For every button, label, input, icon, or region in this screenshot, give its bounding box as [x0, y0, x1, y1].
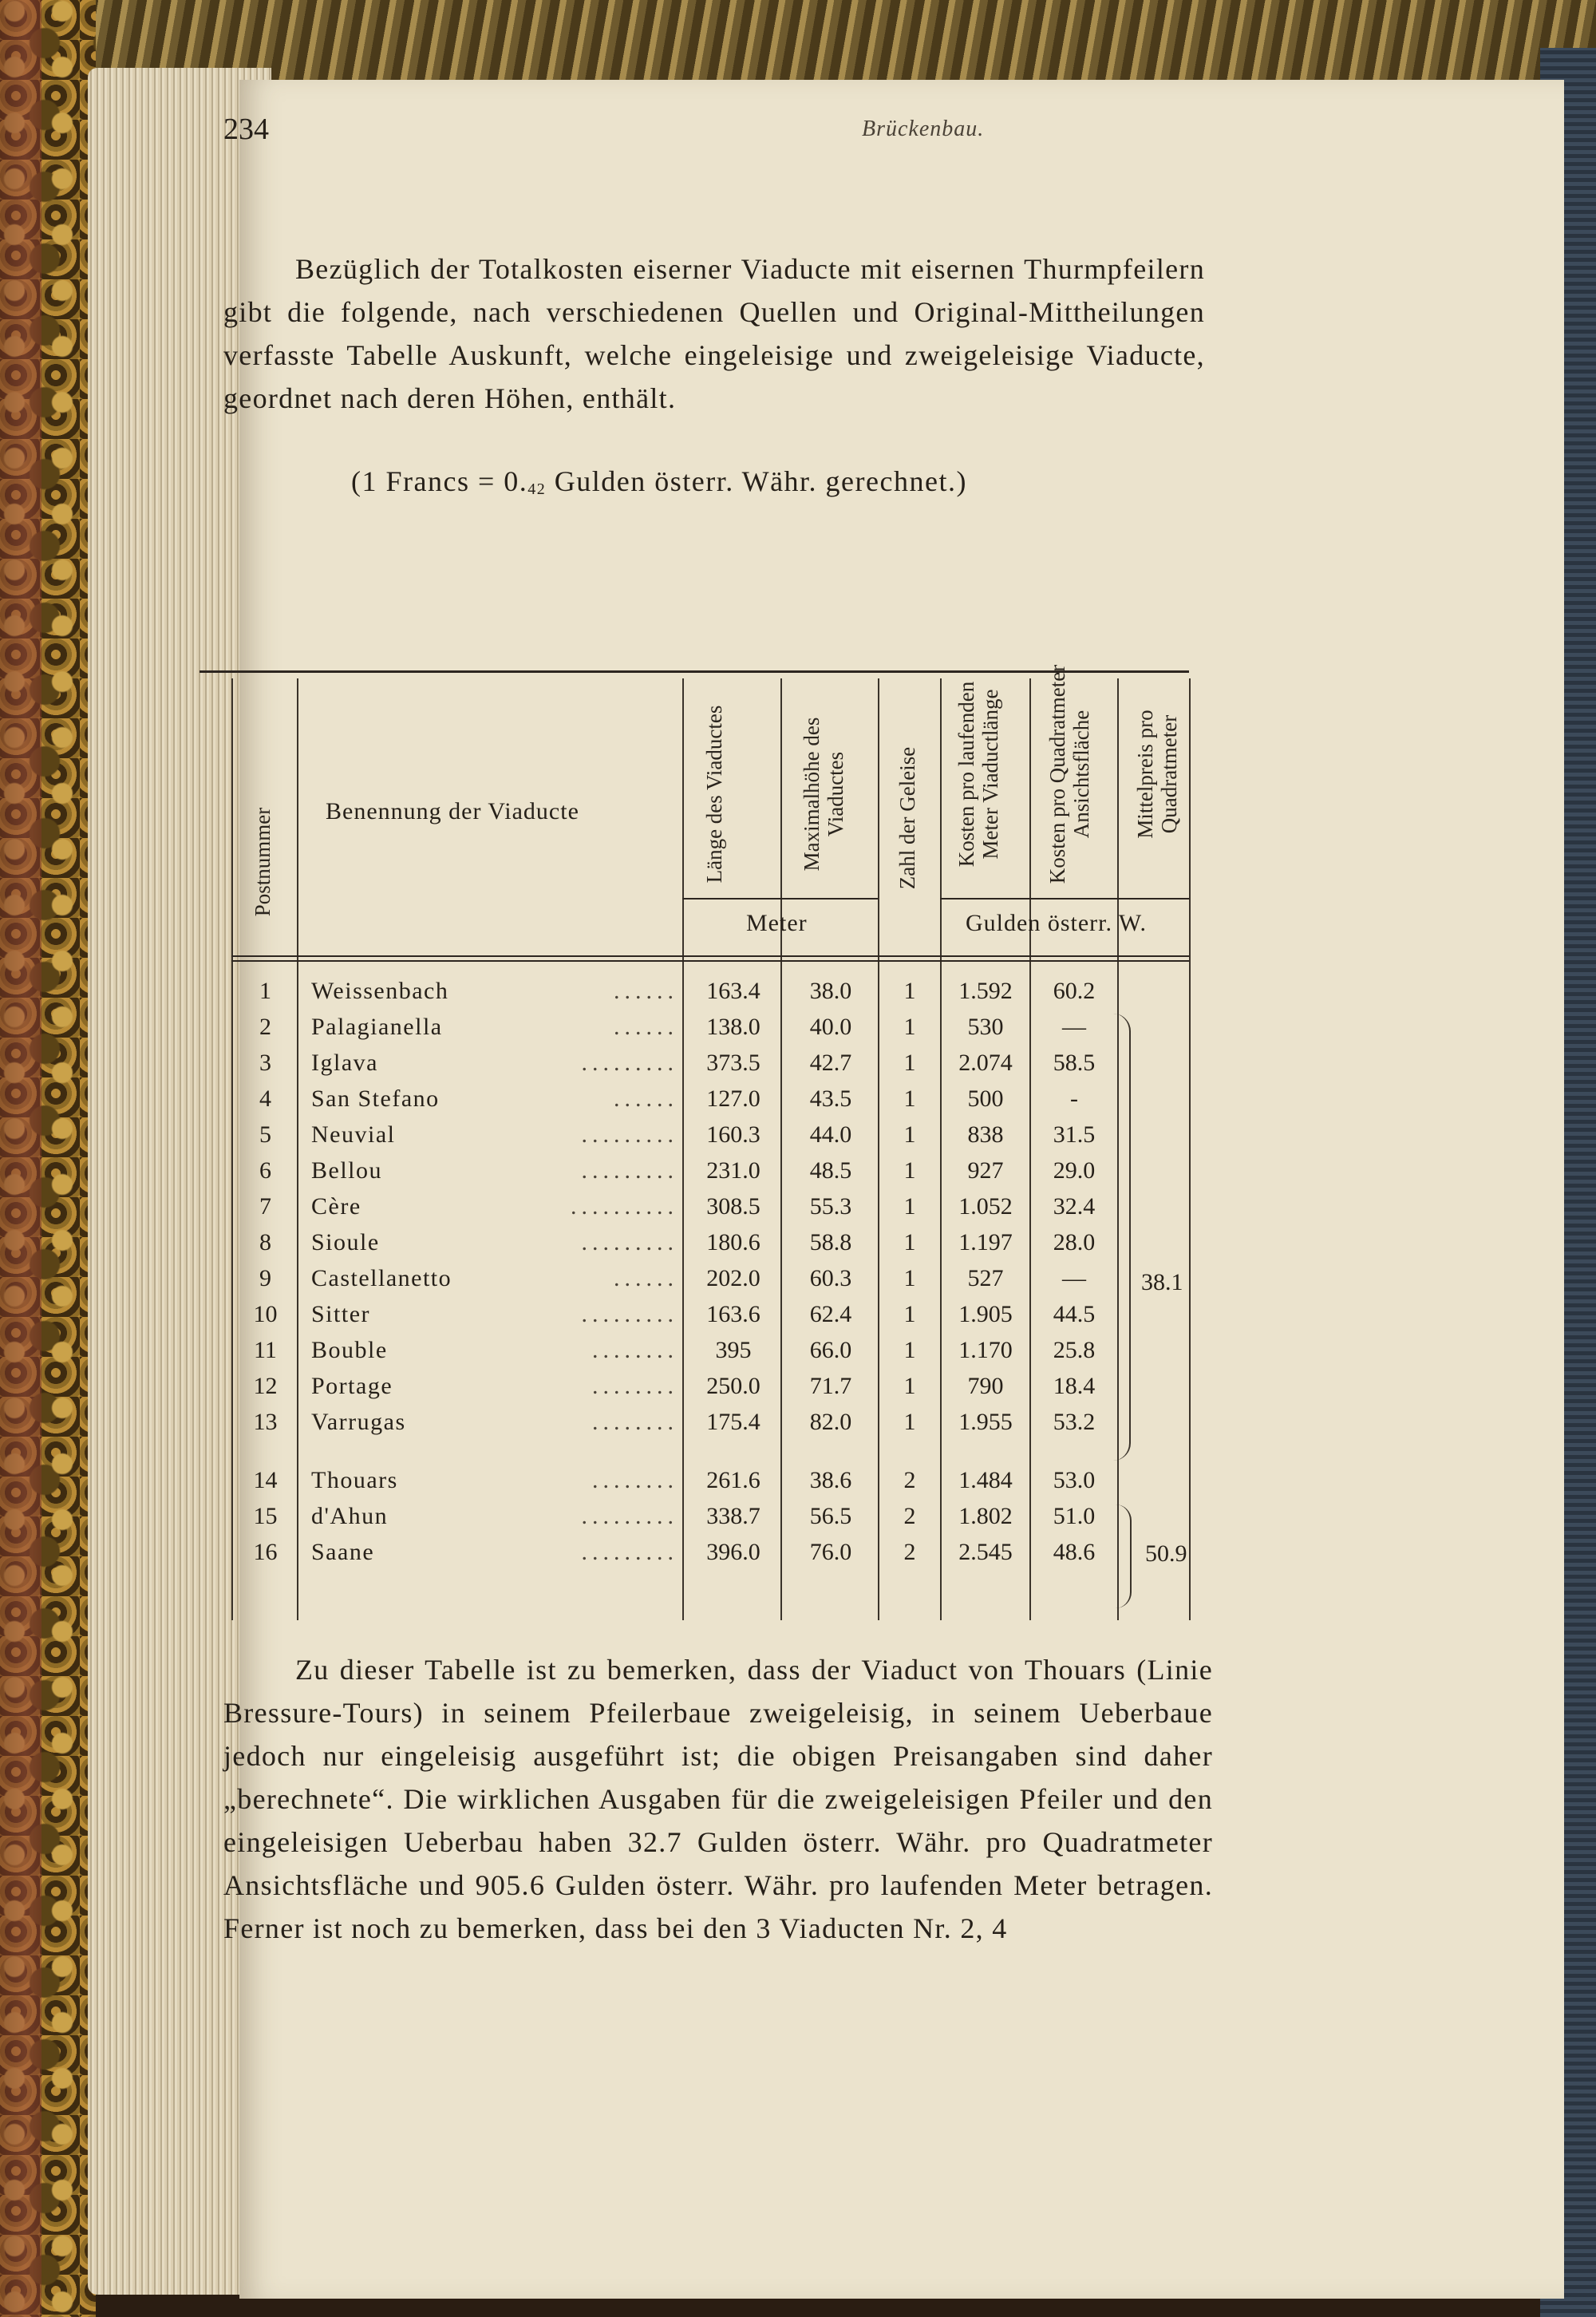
leader-dots: ..........: [571, 1193, 678, 1220]
cell-benennung: [311, 1261, 678, 1296]
currency-note-post: Gulden österr. Währ. gerechnet.): [546, 465, 967, 497]
viaduct-name: Bellou: [311, 1157, 382, 1184]
cell-kosten-qm: 53.0: [1053, 1467, 1096, 1493]
cell-kosten-qm: 18.4: [1053, 1373, 1096, 1399]
header-laenge-text: Länge des Viaductes: [702, 705, 726, 884]
cell-postnummer: 9: [259, 1265, 271, 1291]
intro-paragraph: [223, 247, 1205, 420]
cell-benennung: [311, 1153, 678, 1188]
viaduct-name: Sioule: [311, 1229, 380, 1255]
cell-laenge: 308.5: [706, 1193, 760, 1220]
cell-hoehe: 38.6: [809, 1467, 852, 1493]
cell-hoehe: 44.0: [809, 1121, 852, 1148]
cell-kosten-qm: 60.2: [1053, 978, 1096, 1004]
cell-kosten-meter: 1.484: [958, 1467, 1013, 1493]
cell-kosten-qm: 48.6: [1053, 1539, 1096, 1565]
leader-dots: .........: [581, 1539, 678, 1565]
currency-note-sub: 42: [527, 480, 547, 498]
cell-hoehe: 58.8: [809, 1229, 852, 1255]
cell-postnummer: 3: [259, 1050, 271, 1076]
leader-dots: ........: [592, 1409, 678, 1435]
unit-rule-gulden: [940, 898, 1189, 900]
leader-dots: ......: [614, 978, 678, 1004]
table-top-rule: [200, 670, 1189, 673]
cell-kosten-meter: 1.955: [958, 1409, 1013, 1435]
cell-kosten-qm: 29.0: [1053, 1157, 1096, 1184]
cell-geleise: 2: [903, 1467, 916, 1493]
leader-dots: ........: [592, 1373, 678, 1399]
cell-geleise: 1: [903, 1014, 916, 1040]
viaduct-name: d'Ahun: [311, 1503, 389, 1529]
cell-postnummer: 7: [259, 1193, 271, 1220]
cell-kosten-meter: 1.052: [958, 1193, 1013, 1220]
after-table-paragraph: [223, 1648, 1213, 1950]
cell-kosten-meter: 927: [967, 1157, 1004, 1184]
mittelpreis-zweigleisig: 50.9: [1145, 1540, 1187, 1567]
cell-laenge: 163.4: [706, 978, 760, 1004]
cell-laenge: 180.6: [706, 1229, 760, 1255]
cell-kosten-qm: —: [1062, 1265, 1086, 1291]
cell-kosten-qm: 51.0: [1053, 1503, 1096, 1529]
cell-geleise: 1: [903, 1121, 916, 1148]
leader-dots: .........: [581, 1157, 678, 1184]
cell-hoehe: 38.0: [809, 978, 852, 1004]
cell-kosten-meter: 1.170: [958, 1337, 1013, 1363]
header-hoehe: [800, 698, 847, 890]
cell-kosten-qm: 32.4: [1053, 1193, 1096, 1220]
mittelpreis-eingleisig: 38.1: [1141, 1269, 1183, 1295]
header-kosten-meter-text: Kosten pro laufenden Meter Viaductlänge: [954, 681, 1002, 868]
cell-kosten-meter: 1.592: [958, 978, 1013, 1004]
leader-dots: ........: [592, 1467, 678, 1493]
cell-hoehe: 60.3: [809, 1265, 852, 1291]
leader-dots: .........: [581, 1229, 678, 1255]
cell-laenge: 127.0: [706, 1085, 760, 1112]
cell-postnummer: 2: [259, 1014, 271, 1040]
viaduct-name: Bouble: [311, 1337, 388, 1363]
running-head: [223, 112, 1452, 160]
brace-zweigleisig: [1116, 1504, 1132, 1608]
leader-dots: ........: [592, 1337, 678, 1363]
cell-benennung: [311, 974, 678, 1009]
col-divider: [1189, 678, 1191, 1620]
cell-benennung: [311, 1225, 678, 1260]
cell-postnummer: 1: [259, 978, 271, 1004]
cell-kosten-meter: 2.545: [958, 1539, 1013, 1565]
cell-benennung: [311, 1535, 678, 1570]
cell-hoehe: 55.3: [809, 1193, 852, 1220]
cell-kosten-qm: 28.0: [1053, 1229, 1096, 1255]
cell-geleise: 1: [903, 1193, 916, 1220]
cell-kosten-meter: 1.905: [958, 1301, 1013, 1327]
header-laenge: [702, 698, 726, 890]
cell-geleise: 2: [903, 1503, 916, 1529]
viaduct-name: Palagianella: [311, 1014, 443, 1040]
cell-laenge: 261.6: [706, 1467, 760, 1493]
cell-postnummer: 13: [253, 1409, 278, 1435]
cell-geleise: 1: [903, 1409, 916, 1435]
cell-hoehe: 42.7: [809, 1050, 852, 1076]
cell-postnummer: 14: [253, 1467, 278, 1493]
intro-text: Bezüglich der Totalkosten eiserner Viaducte mit eisernen Thurmpfeilern gibt die folgende, nach verschiedenen Quellen und Original-Mittheilungen verfasste Tabelle Auskunft, welche eingeleisige und zweigeleisige Viaducte, geordnet nach deren Höhen, enthält.: [223, 253, 1205, 414]
viaduct-name: Saane: [311, 1539, 375, 1565]
cell-hoehe: 66.0: [809, 1337, 852, 1363]
cell-postnummer: 12: [253, 1373, 278, 1399]
header-kosten-qm-text: Kosten pro Quadratmeter Ansichtsfläche: [1045, 664, 1093, 884]
viaduct-name: Neuvial: [311, 1121, 396, 1148]
cell-postnummer: 11: [254, 1337, 277, 1363]
cell-kosten-qm: 58.5: [1053, 1050, 1096, 1076]
cell-postnummer: 5: [259, 1121, 271, 1148]
cell-kosten-meter: 838: [967, 1121, 1004, 1148]
cell-kosten-meter: 2.074: [958, 1050, 1013, 1076]
header-benennung: Benennung der Viaducte: [326, 798, 579, 824]
header-mittelpreis: [1133, 658, 1181, 890]
cell-laenge: 231.0: [706, 1157, 760, 1184]
col-divider: [231, 678, 233, 1620]
viaduct-name: Weissenbach: [311, 978, 449, 1004]
cell-hoehe: 48.5: [809, 1157, 852, 1184]
cell-hoehe: 40.0: [809, 1014, 852, 1040]
leader-dots: .........: [581, 1050, 678, 1076]
cell-benennung: [311, 1297, 678, 1332]
cell-benennung: [311, 1369, 678, 1404]
running-title: Brückenbau.: [862, 117, 985, 141]
cell-kosten-qm: —: [1062, 1014, 1086, 1040]
cell-geleise: 1: [903, 1229, 916, 1255]
leader-dots: ......: [614, 1014, 678, 1040]
cell-kosten-qm: 44.5: [1053, 1301, 1096, 1327]
cell-benennung: [311, 1333, 678, 1368]
cell-laenge: 395: [715, 1337, 752, 1363]
cell-geleise: 2: [903, 1539, 916, 1565]
col-divider: [682, 678, 684, 1620]
cell-geleise: 1: [903, 978, 916, 1004]
cell-kosten-meter: 1.197: [958, 1229, 1013, 1255]
cell-postnummer: 4: [259, 1085, 271, 1112]
cell-laenge: 202.0: [706, 1265, 760, 1291]
leader-dots: ......: [614, 1085, 678, 1112]
cell-laenge: 373.5: [706, 1050, 760, 1076]
currency-note: [351, 465, 967, 499]
col-divider: [780, 678, 782, 1620]
cell-benennung: [311, 1117, 678, 1153]
cell-kosten-qm: 25.8: [1053, 1337, 1096, 1363]
book-spine: [0, 0, 41, 2317]
cell-kosten-meter: 530: [967, 1014, 1004, 1040]
header-rule-1: [231, 955, 1189, 957]
header-kosten-qm: [1045, 658, 1093, 890]
cell-kosten-meter: 1.802: [958, 1503, 1013, 1529]
cell-geleise: 1: [903, 1265, 916, 1291]
cell-laenge: 160.3: [706, 1121, 760, 1148]
cell-postnummer: 8: [259, 1229, 271, 1255]
cell-hoehe: 62.4: [809, 1301, 852, 1327]
cell-kosten-qm: -: [1070, 1085, 1078, 1112]
cell-kosten-qm: 31.5: [1053, 1121, 1096, 1148]
viaduct-name: San Stefano: [311, 1085, 440, 1112]
viaduct-name: Varrugas: [311, 1409, 406, 1435]
leader-dots: .........: [581, 1503, 678, 1529]
cell-benennung: [311, 1046, 678, 1081]
cell-postnummer: 10: [253, 1301, 278, 1327]
leader-dots: .........: [581, 1301, 678, 1327]
leader-dots: ......: [614, 1265, 678, 1291]
header-postnummer: Postnummer: [251, 807, 275, 917]
header-kosten-meter: [954, 658, 1002, 890]
cell-laenge: 138.0: [706, 1014, 760, 1040]
viaduct-name: Iglava: [311, 1050, 378, 1076]
cell-geleise: 1: [903, 1337, 916, 1363]
cell-postnummer: 6: [259, 1157, 271, 1184]
unit-meter: Meter: [746, 910, 808, 936]
cell-hoehe: 71.7: [809, 1373, 852, 1399]
header-hoehe-text: Maximalhöhe des Viaductes: [800, 717, 847, 872]
unit-rule-meter: [682, 898, 878, 900]
viaduct-name: Thouars: [311, 1467, 398, 1493]
cell-hoehe: 82.0: [809, 1409, 852, 1435]
cell-benennung: [311, 1405, 678, 1440]
unit-gulden: Gulden österr. W.: [966, 910, 1147, 936]
cell-benennung: [311, 1499, 678, 1534]
cell-laenge: 250.0: [706, 1373, 760, 1399]
cell-benennung: [311, 1010, 678, 1045]
after-text: Zu dieser Tabelle ist zu bemerken, dass der Viaduct von Thouars (Linie Bressure-Tours) in seinem Pfeilerbaue zweigeleisig, in seinem Ueberbaue jedoch nur eingeleisig ausgeführt ist; die obigen Preisangaben sind daher „berechnete“. Die wirklichen Ausgaben für die zweigeleisigen Pfeiler und den eingeleisigen Ueberbau haben 32.7 Gulden österr. Währ. pro Quadratmeter Ansichtsfläche und 905.6 Gulden österr. Währ. pro laufenden Meter betragen. Ferner ist noch zu bemerken, dass bei den 3 Viaducten Nr. 2, 4: [223, 1654, 1213, 1944]
cell-laenge: 396.0: [706, 1539, 760, 1565]
cell-geleise: 1: [903, 1373, 916, 1399]
header-mittelpreis-text: Mittelpreis pro Quadratmeter: [1133, 710, 1181, 839]
cell-benennung: [311, 1463, 678, 1498]
cell-postnummer: 15: [253, 1503, 278, 1529]
viaduct-name: Cère: [311, 1193, 361, 1220]
cell-kosten-meter: 527: [967, 1265, 1004, 1291]
leader-dots: .........: [581, 1121, 678, 1148]
cell-laenge: 163.6: [706, 1301, 760, 1327]
cell-geleise: 1: [903, 1301, 916, 1327]
col-divider: [297, 678, 298, 1620]
cell-geleise: 1: [903, 1085, 916, 1112]
viaduct-cost-table: [223, 664, 1205, 1612]
viaduct-name: Portage: [311, 1373, 393, 1399]
cell-benennung: [311, 1189, 678, 1224]
viaduct-name: Sitter: [311, 1301, 370, 1327]
cell-laenge: 175.4: [706, 1409, 760, 1435]
cell-geleise: 1: [903, 1050, 916, 1076]
cell-kosten-meter: 500: [967, 1085, 1004, 1112]
book-cover-marbled: [0, 0, 96, 2317]
cell-postnummer: 16: [253, 1539, 278, 1565]
cell-laenge: 338.7: [706, 1503, 760, 1529]
cell-hoehe: 56.5: [809, 1503, 852, 1529]
viaduct-name: Castellanetto: [311, 1265, 452, 1291]
cell-geleise: 1: [903, 1157, 916, 1184]
cell-hoehe: 43.5: [809, 1085, 852, 1112]
cell-hoehe: 76.0: [809, 1539, 852, 1565]
cell-kosten-qm: 53.2: [1053, 1409, 1096, 1435]
header-geleise: Zahl der Geleise: [895, 746, 919, 890]
currency-note-pre: (1 Francs = 0.: [351, 465, 528, 497]
cell-kosten-meter: 790: [967, 1373, 1004, 1399]
cell-benennung: [311, 1081, 678, 1117]
brace-eingleisig: [1113, 1014, 1131, 1461]
header-rule-2: [231, 960, 1189, 962]
page-number: 234: [223, 113, 269, 146]
